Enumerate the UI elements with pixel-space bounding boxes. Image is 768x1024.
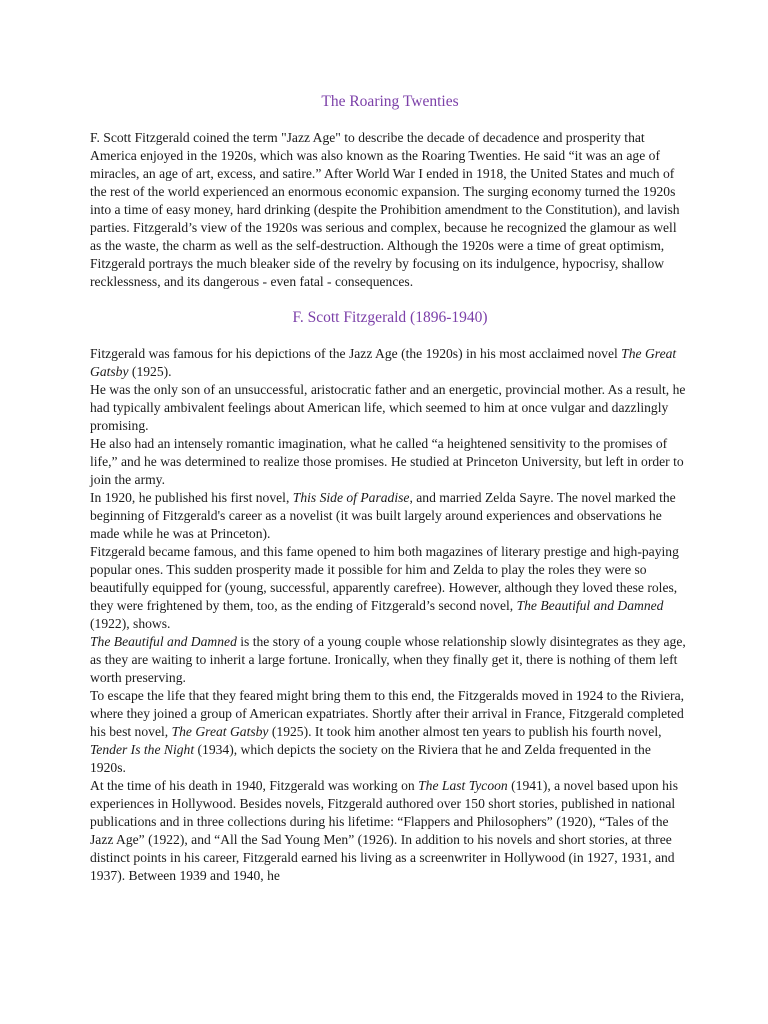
text-run: In 1920, he published his first novel, — [90, 490, 293, 505]
book-title: The Great Gatsby — [90, 346, 677, 379]
book-title: The Great Gatsby — [171, 724, 269, 739]
bio-paragraph-4 — [90, 489, 690, 543]
text-run: To escape the life that they feared might bring them to this end, the Fitzgeralds moved in 1924 to the Riviera, where they joined a group of American expatriates. Shortly after their arrival in France, Fitzgerald completed his best novel, — [90, 688, 684, 739]
text-run: Fitzgerald became famous, and this fame opened to him both magazines of literary prestige and high-paying popular ones. This sudden prosperity made it possible for him and Zelda to play the roles they were so beautifully equipped for (young, successful, apparently carefree). However, although they loved these roles, they were frightened by them, too, as the ending of Fitzgerald’s second novel, — [90, 544, 679, 613]
text-run: At the time of his death in 1940, Fitzgerald was working on — [90, 778, 419, 793]
bio-paragraph-8 — [90, 777, 690, 885]
text-run: (1941), a novel based upon his experiences in Hollywood. Besides novels, Fitzgerald authored over 150 short stories, published in national publications and in three collections during his lifetime: “Flappers and Philosophers” (1920), “Tales of the Jazz Age” (1922), and “All the Sad Young Men” (1926). In addition to his novels and short stories, at three distinct points in his career, Fitzgerald earned his living as a screenwriter in Hollywood (in 1927, 1931, and 1937). Between 1939 and 1940, he — [90, 778, 678, 883]
text-run: (1925). — [128, 364, 172, 379]
bio-paragraph-1 — [90, 345, 690, 381]
text-run: (1922), shows. — [90, 616, 171, 631]
text-run: is the story of a young couple whose relationship slowly disintegrates as they age, as they are waiting to inherit a large fortune. Ironically, when they finally get it, there is nothing of them left worth preserving. — [90, 634, 686, 685]
book-title: Tender Is the Night — [90, 742, 195, 757]
book-title: The Beautiful and Damned — [90, 634, 237, 649]
book-title: This Side of Paradise — [292, 490, 410, 505]
text-run: , and married Zelda Sayre. The novel marked the beginning of Fitzgerald's career as a novelist (it was built largely around experiences and observations he made while he was at Princeton). — [90, 490, 676, 541]
text-run: (1925). It took him another almost ten years to publish his fourth novel, — [268, 724, 662, 739]
bio-paragraph-3: He also had an intensely romantic imagination, what he called “a heightened sensitivity to the promises of life,” and he was determined to realize those promises. He studied at Princeton University, but left in order to join the army. — [90, 436, 684, 487]
text-run: (1934), which depicts the society on the Riviera that he and Zelda frequented in the 1920s. — [90, 742, 651, 775]
bio-paragraph-7 — [90, 687, 690, 777]
page-title: The Roaring Twenties — [321, 93, 459, 110]
book-title: The Beautiful and Damned — [516, 598, 664, 613]
book-title: The Last Tycoon — [418, 778, 508, 793]
bio-paragraph-6 — [90, 633, 690, 687]
document-page — [90, 92, 690, 885]
intro-paragraph: F. Scott Fitzgerald coined the term "Jazz Age" to describe the decade of decadence and prosperity that America enjoyed in the 1920s, which was also known as the Roaring Twenties. He said “it was an age of miracles, an age of art, excess, and satire.” After World War I ended in 1918, the United States and much of the rest of the world experienced an enormous economic expansion. The surging economy turned the 1920s into a time of easy money, hard drinking (despite the Prohibition amendment to the Constitution), and lavish parties. Fitzgerald’s view of the 1920s was serious and complex, because he recognized the glamour as well as the waste, the charm as well as the self-destruction. Although the 1920s were a time of great optimism, Fitzgerald portrays the much bleaker side of the revelry by focusing on its indulgence, hypocrisy, shallow recklessness, and its dangerous - even fatal - consequences. — [90, 130, 680, 289]
bio-paragraph-2: He was the only son of an unsuccessful, aristocratic father and an energetic, provincial mother. As a result, he had typically ambivalent feelings about American life, which seemed to him at once vulgar and dazzlingly promising. — [90, 382, 686, 433]
bio-paragraph-5 — [90, 543, 690, 633]
text-run: Fitzgerald was famous for his depictions of the Jazz Age (the 1920s) in his most acclaimed novel — [90, 346, 622, 361]
section-heading: F. Scott Fitzgerald (1896-1940) — [292, 309, 488, 326]
